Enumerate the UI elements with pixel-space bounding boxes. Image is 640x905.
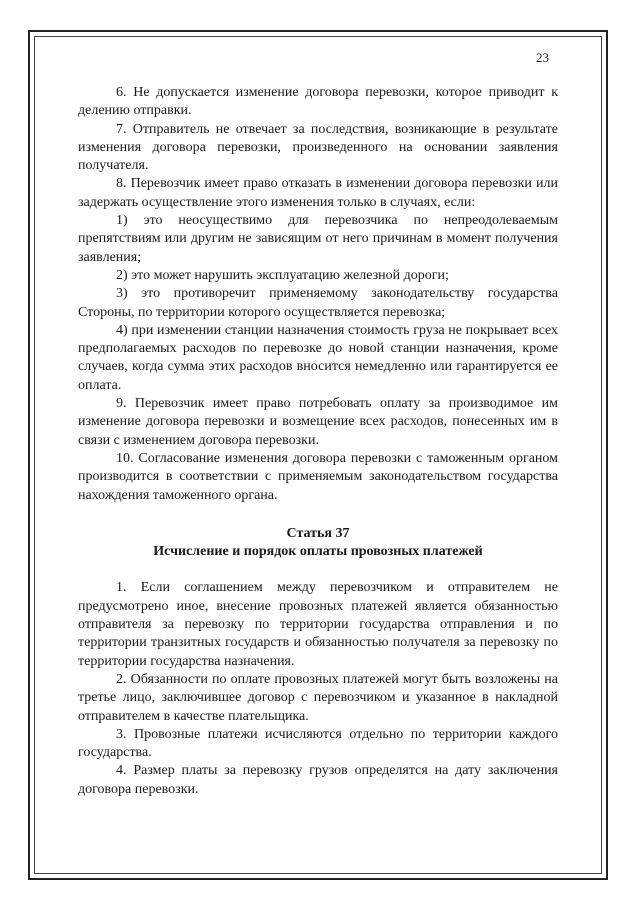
article-paragraph-4: 4. Размер платы за перевозку грузов определятся на дату заключения договора перевозки. — [78, 763, 558, 797]
paragraph-8-item-3: 3) это противоречит применяемому законодательству государства Стороны, по территории которого осуществляется перевозка; — [78, 286, 558, 320]
article-title: Исчисление и порядок оплаты провозных платежей — [153, 544, 483, 560]
article-number: Статья 37 — [286, 525, 350, 541]
page-number: 23 — [536, 50, 549, 65]
paragraph-6: 6. Не допускается изменение договора перевозки, которое приводит к делению отправки. — [78, 85, 558, 119]
paragraph-8-item-2: 2) это может нарушить эксплуатацию железной дороги; — [116, 267, 449, 283]
article-paragraph-2: 2. Обязанности по оплате провозных платежей могут быть возложены на третье лицо, заключившее договор с перевозчиком и указанное в накладной отправителем в качестве плательщика. — [78, 671, 558, 724]
article-heading — [78, 525, 558, 562]
paragraph-8-item-4: 4) при изменении станции назначения стоимость груза не покрывает всех предполагаемых расходов по перевозке до новой станции назначения, кроме случаев, когда сумма этих расходов вносится немедленно или гарантируется ее оплата. — [78, 322, 558, 393]
paragraph-10: 10. Согласование изменения договора перевозки с таможенным органом производится в соответствии с применяемым законодательством государства нахождения таможенного органа. — [78, 450, 558, 503]
paragraph-7: 7. Отправитель не отвечает за последствия, возникающие в результате изменения договора перевозки, произведенного на основании заявления получателя. — [78, 121, 558, 174]
document-body — [78, 84, 558, 799]
paragraph-8-item-1: 1) это неосуществимо для перевозчика по непреодолеваемым препятствиям или другим не зависящим от него причинам в момент получения заявления; — [78, 213, 558, 265]
paragraph-9: 9. Перевозчик имеет право потребовать оплату за производимое им изменение договора перевозки и возмещение всех расходов, понесенных им в связи с изменением договора перевозки. — [78, 396, 558, 448]
paragraph-8: 8. Перевозчик имеет право отказать в изменении договора перевозки или задержать осуществление этого изменения только в случаях, если: — [78, 176, 558, 210]
article-paragraph-3: 3. Провозные платежи исчисляются отдельно по территории каждого государства. — [78, 726, 558, 761]
article-paragraph-1: 1. Если соглашением между перевозчиком и отправителем не предусмотрено иное, внесение провозных платежей является обязанностью отправителя за перевозку по территории государства отправления и по территории транзитных государств и обязанностью получателя за перевозку по территории государства назначения. — [78, 580, 558, 669]
